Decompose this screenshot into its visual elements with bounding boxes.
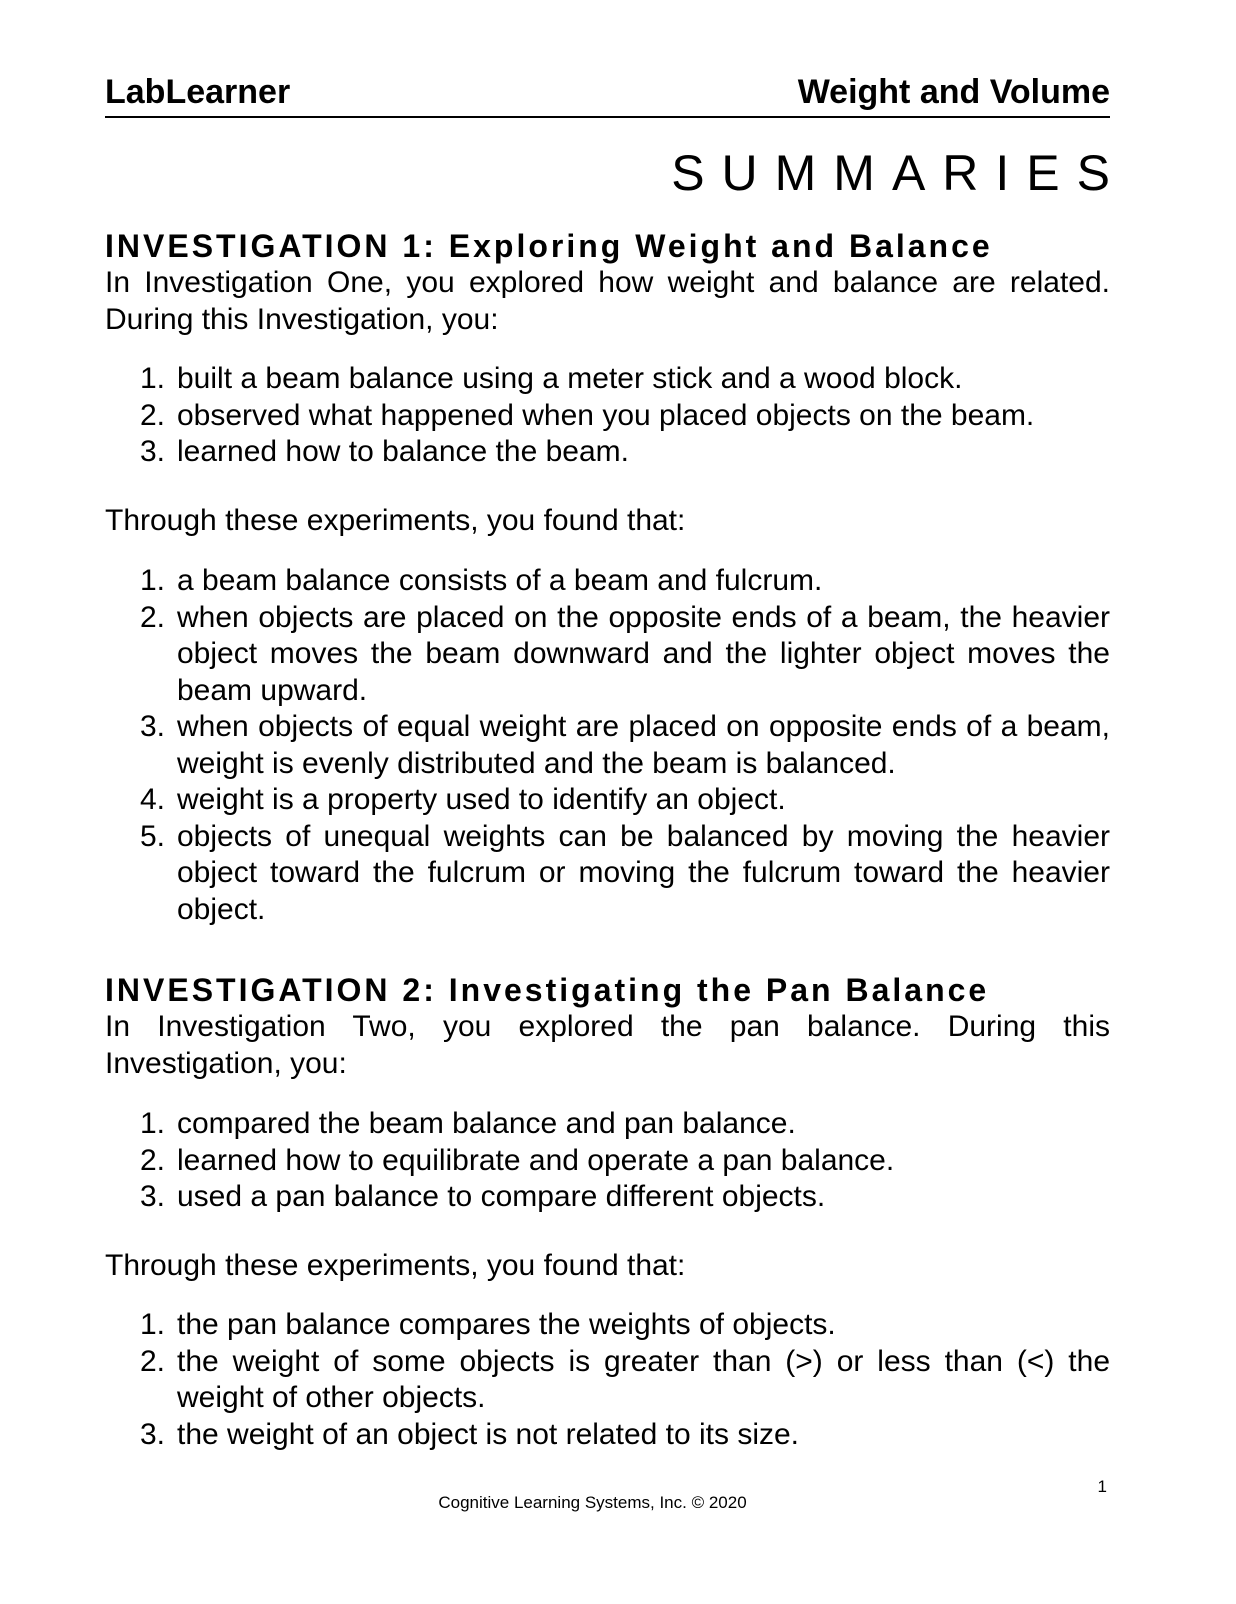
document-page	[105, 0, 1127, 1604]
investigation-2-activities	[105, 1106, 1110, 1216]
list-item: 3. used a pan balance to compare different objects.	[140, 1180, 826, 1213]
list-item: 5. objects of unequal weights can be balanced by moving the heavier object toward the fulcrum or moving the fulcrum toward the heavier object.	[140, 819, 1110, 926]
list-item: 2. observed what happened when you placed objects on the beam.	[140, 398, 1035, 432]
investigation-1-heading: INVESTIGATION 1: Exploring Weight and Balance	[105, 228, 993, 264]
investigation-2-findings-intro: Through these experiments, you found that:	[105, 1249, 686, 1282]
list-item: 1. the pan balance compares the weights of objects.	[140, 1308, 836, 1341]
list-item: 1. built a beam balance using a meter stick and a wood block.	[140, 362, 963, 395]
list-item: 3. learned how to balance the beam.	[140, 435, 629, 468]
page-footer	[105, 1493, 1110, 1513]
page-title: SUMMARIES	[671, 145, 1127, 201]
investigation-1-intro: In Investigation One, you explored how weight and balance are related. During this Investigation, you:	[105, 266, 1110, 336]
investigation-2-findings	[105, 1307, 1110, 1453]
list-item: 1. a beam balance consists of a beam and fulcrum.	[140, 564, 823, 597]
list-item: 3. the weight of an object is not related to its size.	[140, 1417, 800, 1451]
investigation-1-findings	[105, 563, 1110, 928]
header-unit-title: Weight and Volume	[797, 73, 1110, 111]
page-number: 1	[1097, 1477, 1107, 1496]
investigation-2-heading: INVESTIGATION 2: Investigating the Pan Balance	[105, 972, 990, 1008]
page-header	[105, 70, 1110, 118]
investigation-1-findings-intro: Through these experiments, you found that:	[105, 504, 686, 537]
list-item: 4. weight is a property used to identify an object.	[140, 783, 786, 816]
investigation-1-activities	[105, 361, 1110, 471]
list-item: 2. learned how to equilibrate and operate a pan balance.	[140, 1143, 895, 1177]
list-item: 2. the weight of some objects is greater than (>) or less than (<) the weight of other objects.	[140, 1344, 1110, 1414]
list-item: 3. when objects of equal weight are placed on opposite ends of a beam, weight is evenly distributed and the beam is balanced.	[140, 710, 1110, 780]
list-item: 1. compared the beam balance and pan balance.	[140, 1107, 796, 1140]
footer-copyright: Cognitive Learning Systems, Inc. © 2020	[438, 1493, 747, 1512]
header-brand: LabLearner	[105, 73, 291, 111]
list-item: 2. when objects are placed on the opposite ends of a beam, the heavier object moves the beam downward and the lighter object moves the beam upward.	[140, 600, 1110, 707]
investigation-2-intro: In Investigation Two, you explored the pan balance. During this Investigation, you:	[105, 1010, 1110, 1080]
